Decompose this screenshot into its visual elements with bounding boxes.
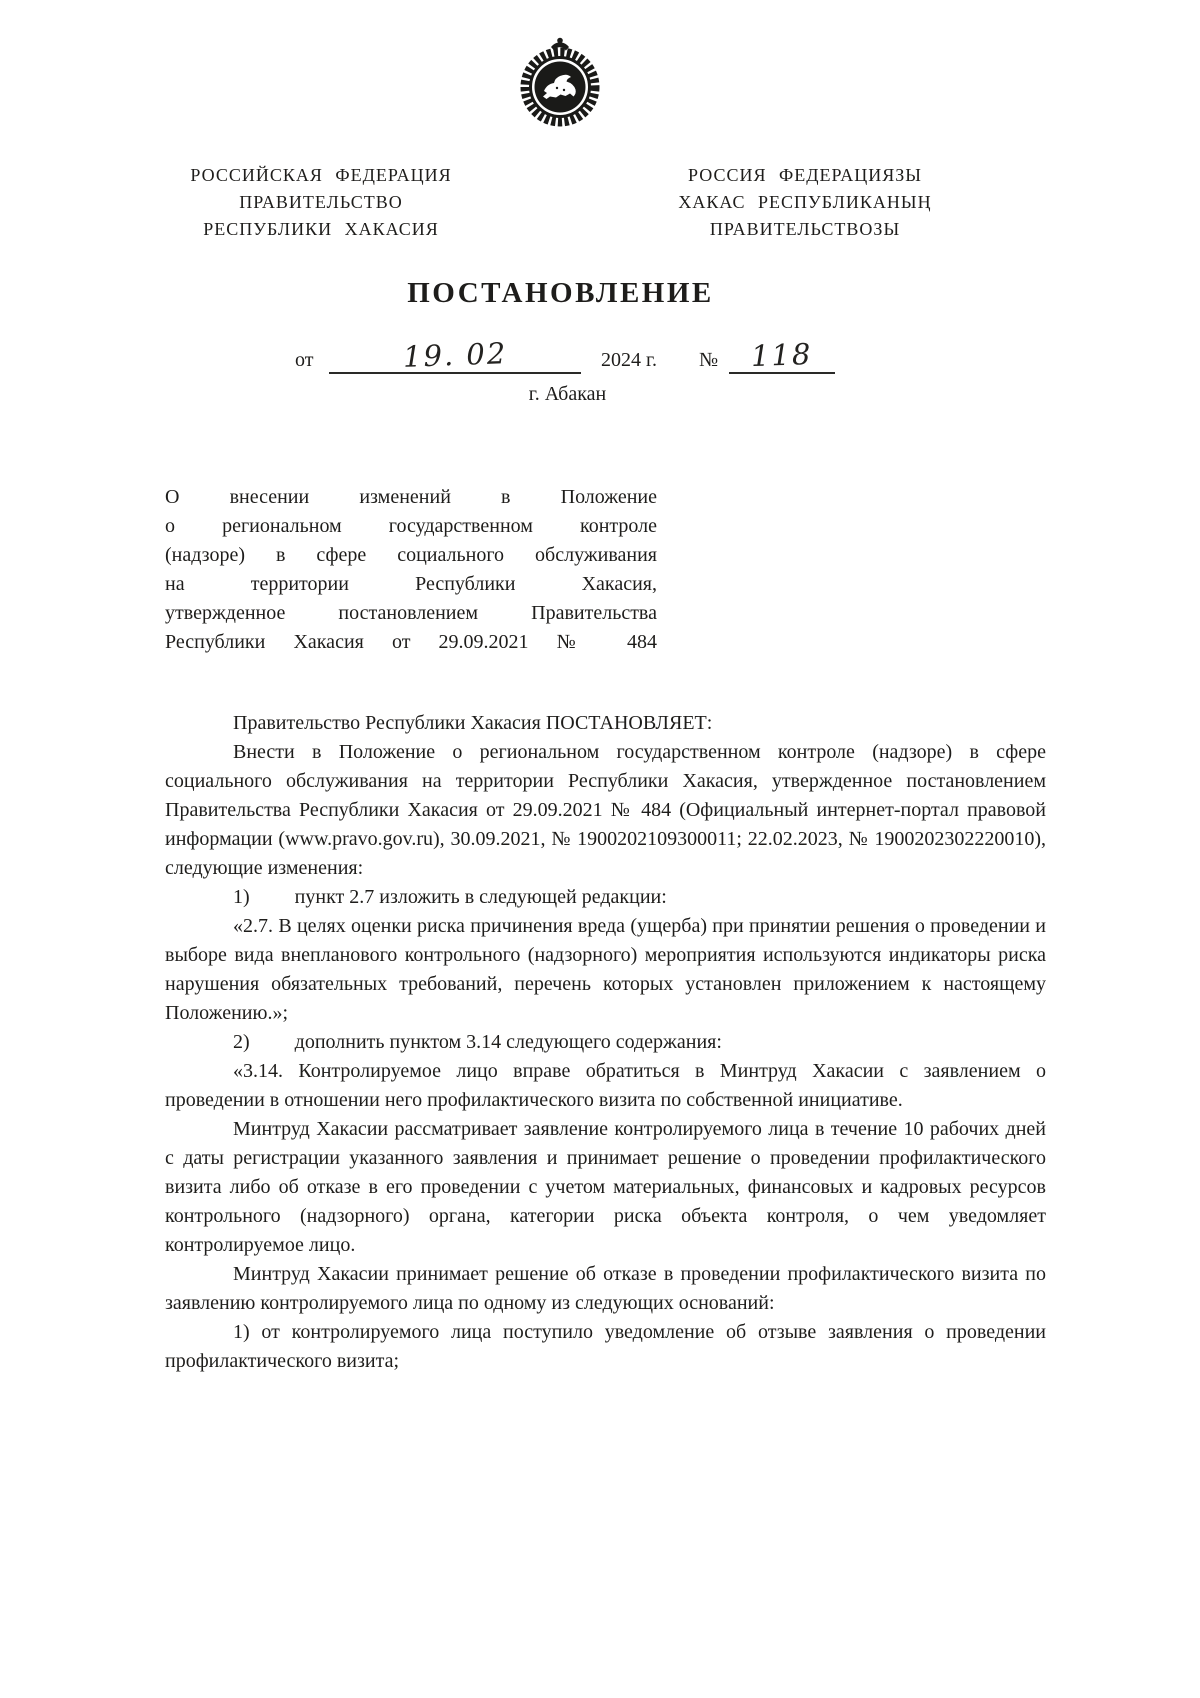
letterhead-line: РОССИЯ ФЕДЕРАЦИЯЗЫ xyxy=(688,165,922,185)
coat-of-arms-icon xyxy=(516,34,604,128)
body-paragraph: Минтруд Хакасии принимает решение об отказе в проведении профилактического визита по заявлению контролируемого лица по одному из следующих оснований: xyxy=(165,1263,1046,1314)
body-paragraph: Минтруд Хакасии рассматривает заявление контролируемого лица в течение 10 рабочих дней с даты регистрации указанного заявления и принимает решение о проведении профилактического визита либо об отказе в его проведении с учетом материальных, финансовых и кадровых ресурсов контрольного (надзорного) органа, категории риска объекта контроля, о чем уведомляет контролируемое лицо. xyxy=(165,1118,1046,1256)
subject-block xyxy=(165,483,657,657)
body-paragraph: 1) пункт 2.7 изложить в следующей редакции: xyxy=(233,886,667,908)
dateline-block xyxy=(295,336,840,407)
number-sign: № xyxy=(699,349,719,371)
subject-line: утвержденное постановлением Правительства xyxy=(165,602,657,624)
body-paragraph: 2) дополнить пунктом 3.14 следующего содержания: xyxy=(233,1031,722,1053)
letterhead-line: РЕСПУБЛИКИ ХАКАСИЯ xyxy=(203,219,439,239)
letterhead-line: ХАКАС РЕСПУБЛИКАНЫҢ xyxy=(678,192,932,212)
letterhead-russian-column xyxy=(165,162,477,243)
body-text xyxy=(165,709,1046,1376)
subject-line: о региональном государственном контроле xyxy=(165,515,657,537)
coat-of-arms-graphic xyxy=(516,34,604,128)
city-line: г. Абакан xyxy=(528,383,607,405)
year-label: 2024 г. xyxy=(601,349,657,371)
letterhead xyxy=(165,162,1046,243)
body-paragraph: Правительство Республики Хакасия ПОСТАНОВЛЯЕТ: xyxy=(233,712,713,734)
subject-line: Республики Хакасия от 29.09.2021 № 484 xyxy=(165,631,657,653)
dateline xyxy=(295,336,840,379)
body-paragraph: Внести в Положение о региональном государственном контроле (надзоре) в сфере социального обслуживания на территории Республики Хакасия, утвержденное постановлением Правительства Республики Хакасия от 29.09.2021 № 484 (Официальный интернет-портал правовой информации (www.pravo.gov.ru), 30.09.2021, № 1900202109300011; 22.02.2023, № 1900202302220010), следующие изменения: xyxy=(165,741,1046,879)
number-fill-in-field xyxy=(729,338,835,374)
subject-line: О внесении изменений в Положение xyxy=(165,486,657,508)
subject-line: (надзоре) в сфере социального обслуживания xyxy=(165,544,657,566)
date-fill-in-field xyxy=(329,338,581,374)
subject-line: на территории Республики Хакасия, xyxy=(165,573,657,595)
body-paragraph: «2.7. В целях оценки риска причинения вреда (ущерба) при принятии решения о проведении и выборе вида внепланового контрольного (надзорного) мероприятия используются индикаторы риска нарушения обязательных требований, перечень которых установлен приложением к настоящему Положению.»; xyxy=(165,915,1046,1024)
letterhead-line: ПРАВИТЕЛЬСТВОЗЫ xyxy=(709,219,901,239)
letterhead-khakas-column xyxy=(644,162,966,243)
handwritten-number: 118 xyxy=(750,336,814,374)
letterhead-line: РОССИЙСКАЯ ФЕДЕРАЦИЯ xyxy=(190,165,452,185)
body-paragraph: 1) от контролируемого лица поступило уведомление об отзыве заявления о проведении профилактического визита; xyxy=(165,1321,1046,1372)
body-paragraph: «3.14. Контролируемое лицо вправе обратиться в Минтруд Хакасии с заявлением о проведении в отношении него профилактического визита по собственной инициативе. xyxy=(165,1060,1046,1111)
letterhead-line: ПРАВИТЕЛЬСТВО xyxy=(239,192,403,212)
date-from-label: от xyxy=(295,349,314,371)
document-type-title: ПОСТАНОВЛЕНИЕ xyxy=(407,277,714,309)
handwritten-date: 19. 02 xyxy=(402,336,508,374)
